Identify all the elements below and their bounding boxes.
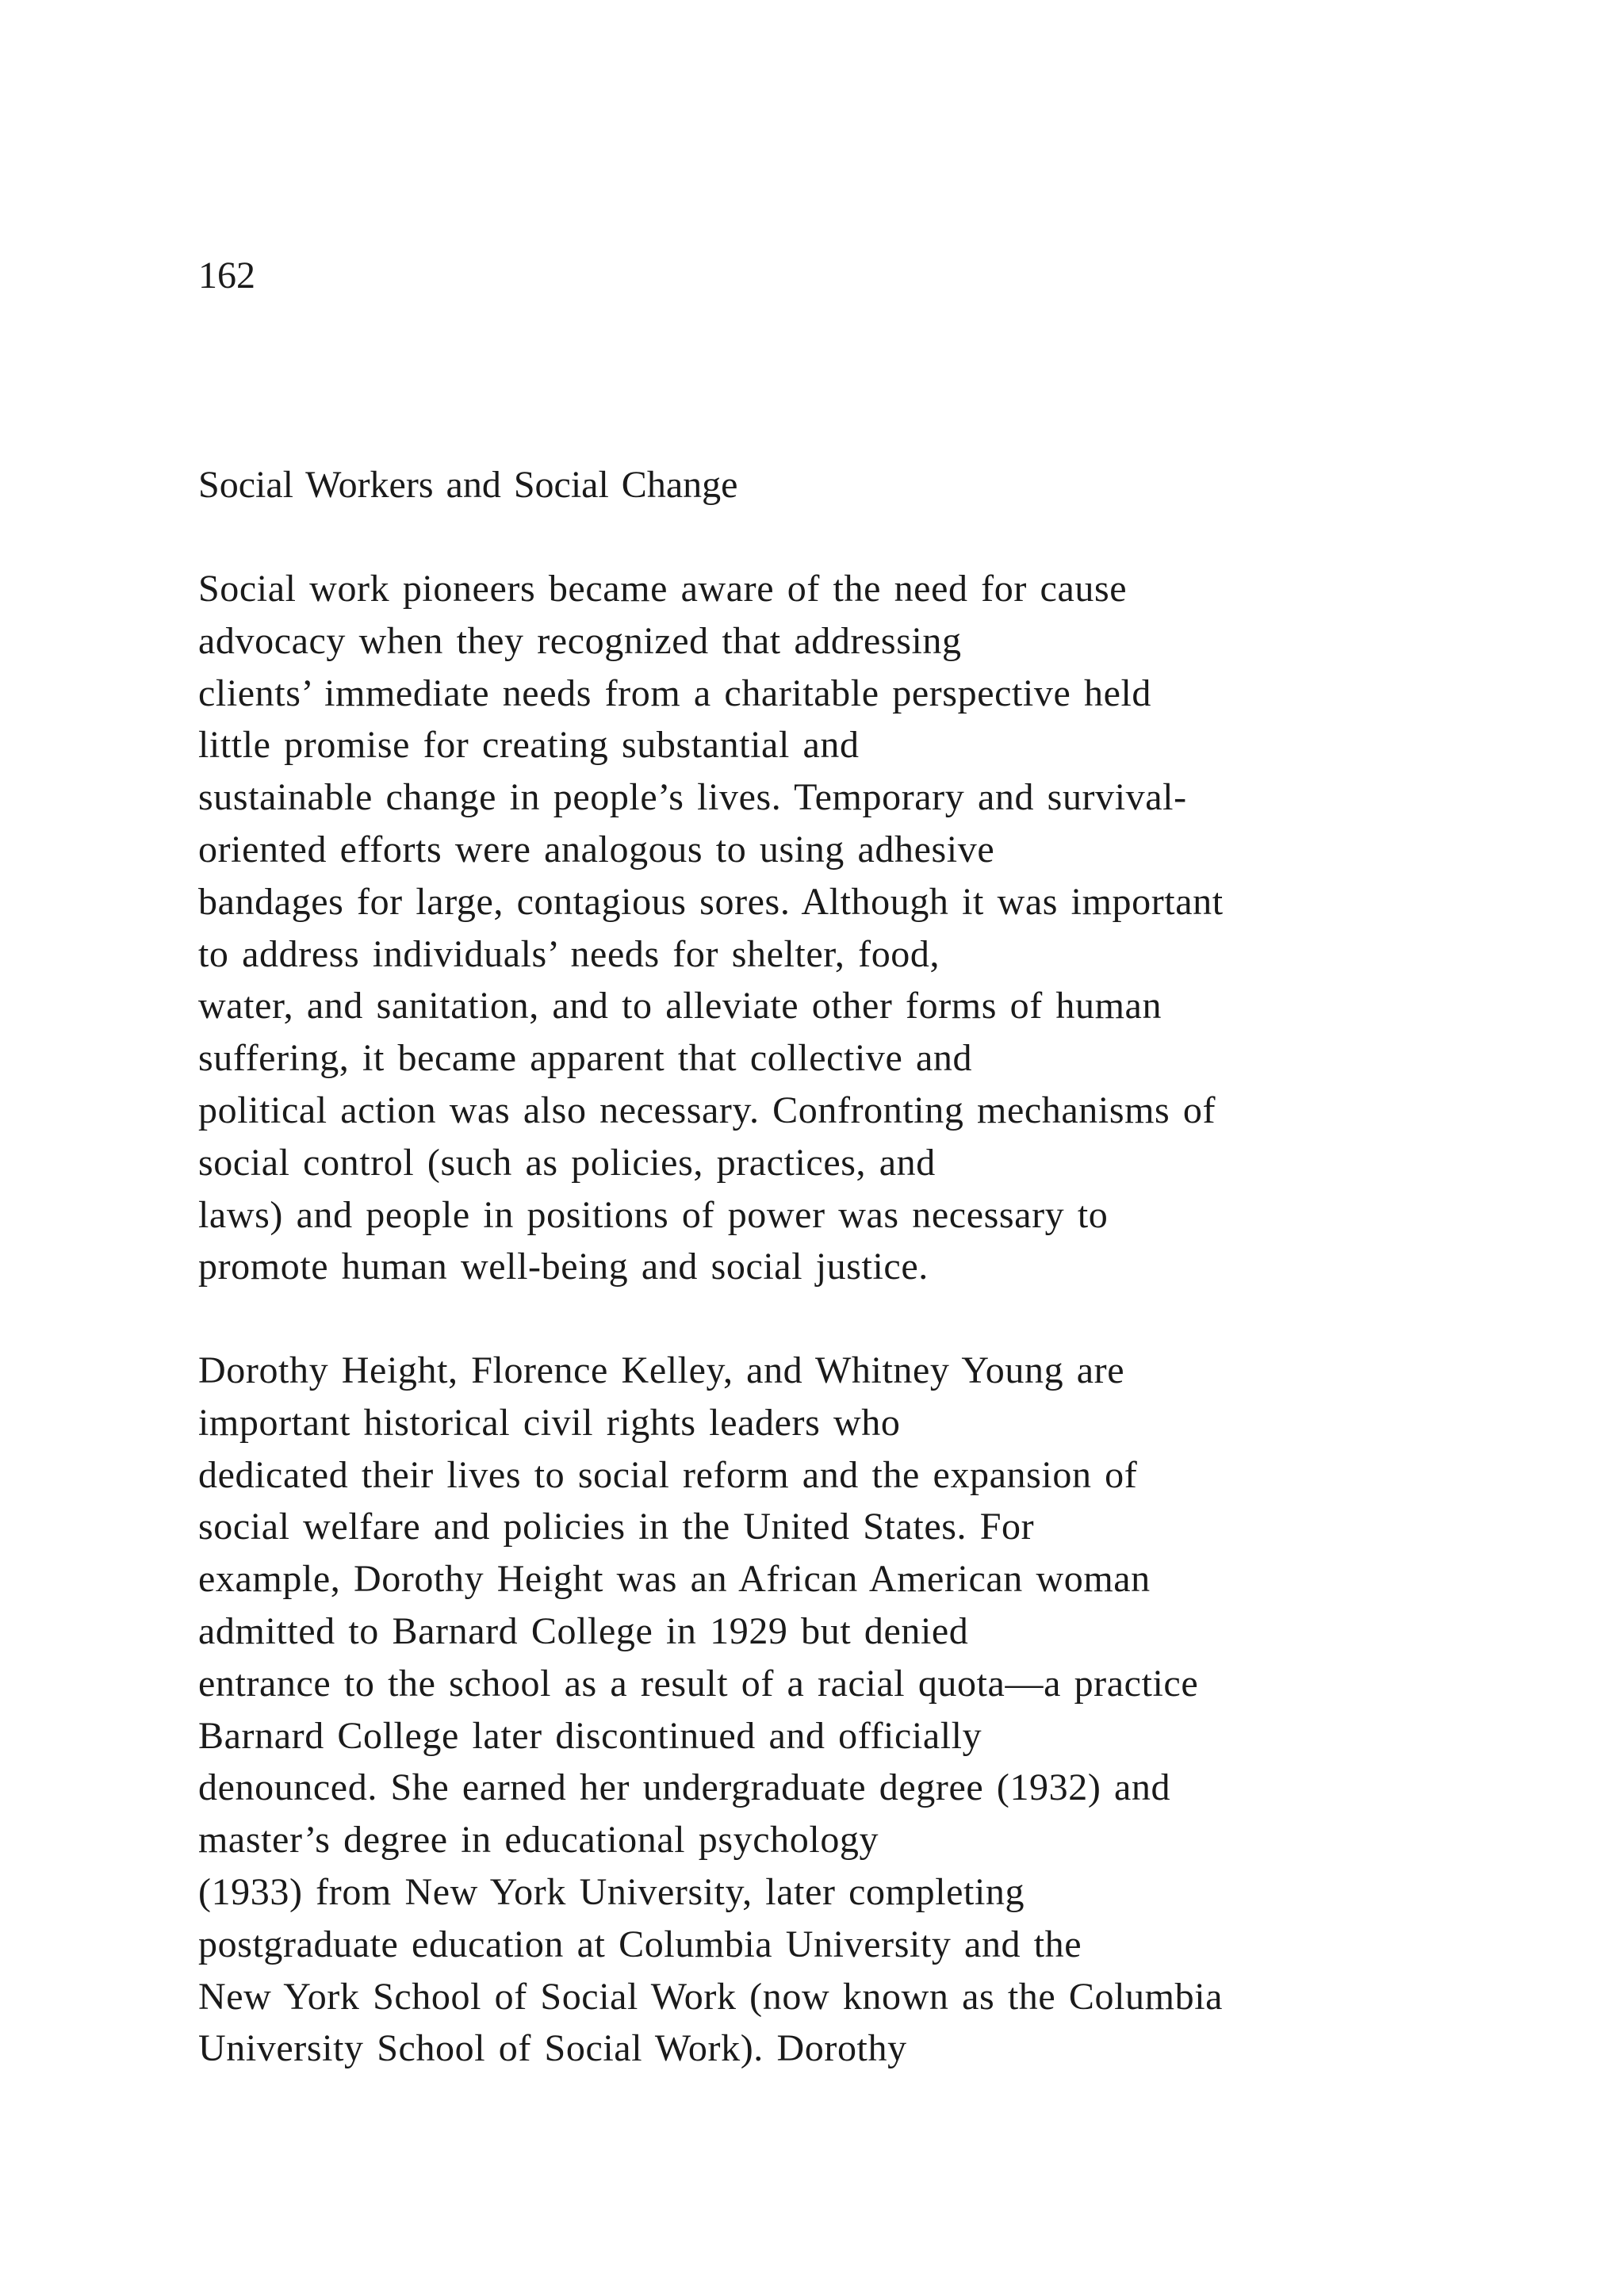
text-line: suffering, it became apparent that collective and — [198, 1037, 973, 1080]
text-line: political action was also necessary. Confronting mechanisms of — [198, 1089, 1216, 1131]
text-line: Social work pioneers became aware of the need for cause — [198, 568, 1128, 610]
text-line: laws) and people in positions of power was necessary to — [198, 1193, 1109, 1236]
paragraph-civil-rights-leaders — [198, 1345, 1223, 2075]
text-line: entrance to the school as a result of a racial quota—a practice — [198, 1662, 1199, 1705]
text-line: social control (such as policies, practices, and — [198, 1141, 936, 1184]
text-line: to address individuals’ needs for shelter, food, — [198, 932, 940, 975]
text-line: Dorothy Height, Florence Kelley, and Whitney Young are — [198, 1349, 1125, 1391]
text-line: University School of Social Work). Dorothy — [198, 2027, 907, 2070]
text-line: (1933) from New York University, later completing — [198, 1870, 1025, 1913]
text-line: Barnard College later discontinued and officially — [198, 1714, 982, 1757]
page-number: 162 — [198, 254, 255, 297]
text-line: postgraduate education at Columbia University and the — [198, 1923, 1082, 1965]
text-line: promote human well-being and social justice. — [198, 1246, 929, 1288]
text-line: denounced. She earned her undergraduate degree (1932) and — [198, 1766, 1171, 1809]
text-line: example, Dorothy Height was an African American woman — [198, 1558, 1151, 1601]
text-line: dedicated their lives to social reform and the expansion of — [198, 1453, 1138, 1496]
text-line: oriented efforts were analogous to using adhesive — [198, 828, 995, 871]
text-line: little promise for creating substantial and — [198, 724, 860, 767]
text-line: important historical civil rights leaders who — [198, 1401, 901, 1444]
text-line: admitted to Barnard College in 1929 but denied — [198, 1609, 969, 1652]
text-line: master’s degree in educational psychology — [198, 1819, 879, 1862]
text-line: bandages for large, contagious sores. Although it was important — [198, 880, 1224, 923]
text-line: social welfare and policies in the United States. For — [198, 1506, 1035, 1548]
paragraph-cause-advocacy — [198, 563, 1224, 1293]
text-line: advocacy when they recognized that addressing — [198, 619, 962, 662]
text-line: water, and sanitation, and to alleviate other forms of human — [198, 985, 1162, 1027]
text-line: New York School of Social Work (now known as the Columbia — [198, 1975, 1224, 2018]
text-line: sustainable change in people’s lives. Temporary and survival- — [198, 776, 1187, 819]
text-line: clients’ immediate needs from a charitable perspective held — [198, 672, 1152, 714]
section-title: Social Workers and Social Change — [198, 464, 738, 506]
